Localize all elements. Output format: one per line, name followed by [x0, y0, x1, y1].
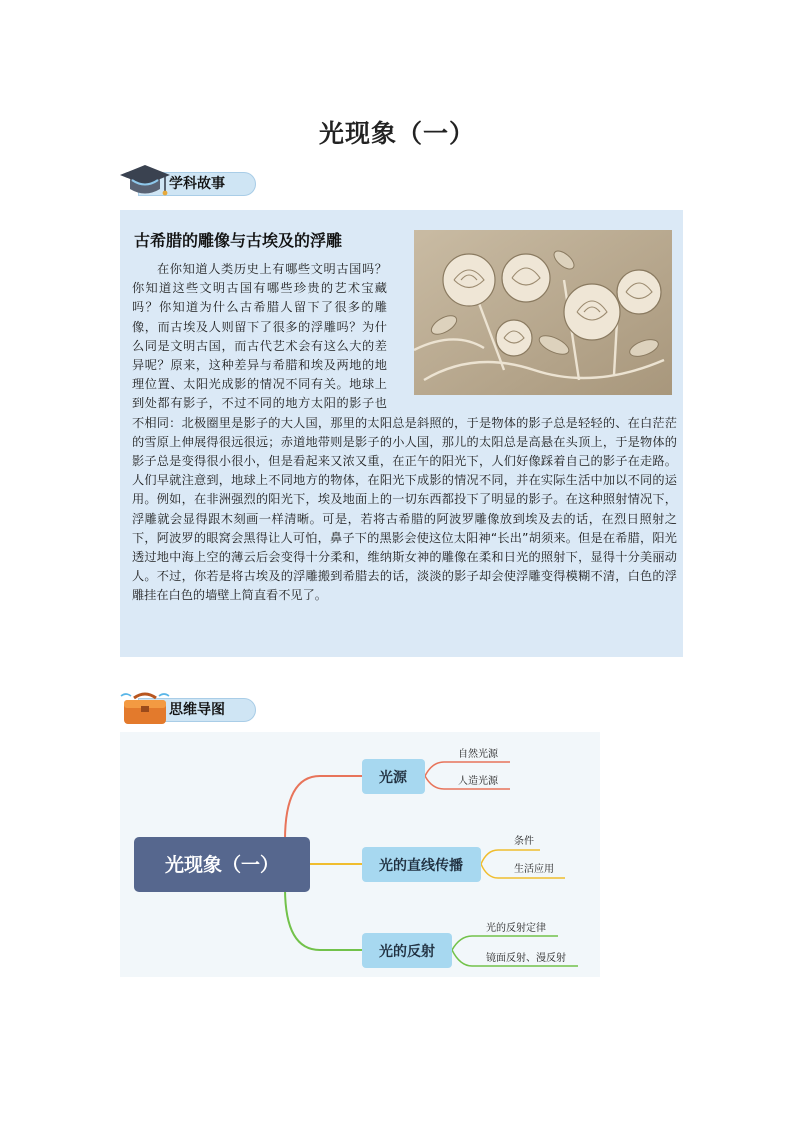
mindmap-leaf-3-1: 光的反射定律: [486, 923, 546, 934]
story-body-text: 在你知道人类历史上有哪些文明古国吗？你知道这些文明古国有哪些珍贵的艺术宝藏吗？你知道为什么古希腊人留下了很多的雕像，而古埃及人则留下了很多的浮雕吗？为什么同是文明古国，而古代艺术会有这么大的差异呢？原来，这种差异与希腊和埃及两地的地理位置、太阳光成影的情况不同有关。地球上到处都有影子，不过不同的地方太阳的影子也不相同：北极圈里是影子的大人国，那里的太阳总是斜照的，于是物体的影子总是轻轻的、在白茫茫的雪原上伸展得很远很远；赤道地带则是影子的小人国，那儿的太阳总是高悬在头顶上，于是物体的影子总是变得很小很小，但是看起来又浓又重，在正午的阳光下，人们好像踩着自己的影子在走路。人们早就注意到，地球上不同地方的物体，在阳光下成影的情况不同，并在实际生活中加以不同的运用。例如，在非洲强烈的阳光下，埃及地面上的一切东西都投下了明显的影子。在这种照射情况下，浮雕就会显得跟木刻画一样清晰。可是，若将古希腊的阿波罗雕像放到埃及去的话，在烈日照射之下，阿波罗的眼窝会黑得让人可怕，鼻子下的黑影会使这位太阳神“长出”胡须来。但是在希腊，阳光透过地中海上空的薄云后会变得十分柔和，维纳斯女神的雕像在柔和日光的照射下，显得十分美丽动人。不过，你若是将古埃及的浮雕搬到希腊去的话，淡淡的影子却会使浮雕变得模糊不清，白色的浮雕挂在白色的墙壁上简直看不见了。: [132, 262, 677, 603]
mindmap-branch-3-label: 光的反射: [379, 944, 435, 960]
story-content-box: [120, 210, 683, 657]
toolbox-icon: [118, 690, 172, 728]
connector-leaf-3-1: [452, 936, 558, 950]
story-body-paragraph: [132, 260, 677, 606]
story-section-label: 学科故事: [138, 172, 256, 196]
mindmap-leaf-1-1: 自然光源: [458, 749, 498, 760]
mindmap-branch-1-label: 光源: [379, 770, 407, 786]
mindmap-leaf-2-1: 条件: [514, 836, 534, 847]
connector-branch-3: [285, 888, 362, 950]
page-title: 光现象（一）: [318, 119, 475, 148]
mindmap-root-label: 光现象（一）: [164, 854, 280, 876]
connector-leaf-1-1: [425, 762, 510, 776]
story-section-banner: [118, 168, 258, 200]
mindmap-branch-2-label: 光的直线传播: [379, 858, 463, 874]
graduation-cap-icon: [118, 162, 172, 202]
connector-leaf-2-1: [481, 850, 540, 864]
connector-branch-1: [285, 776, 362, 840]
mindmap-leaf-1-2: 人造光源: [458, 776, 498, 787]
mindmap-leaf-3-2: 镜面反射、漫反射: [486, 953, 566, 964]
mindmap-leaf-2-2: 生活应用: [514, 864, 554, 875]
mindmap-svg: [120, 732, 600, 977]
mindmap-section-banner: [118, 694, 258, 726]
story-heading: 古希腊的雕像与古埃及的浮雕: [134, 231, 343, 250]
mindmap-diagram: [120, 732, 600, 977]
mindmap-section-label: 思维导图: [138, 698, 256, 722]
